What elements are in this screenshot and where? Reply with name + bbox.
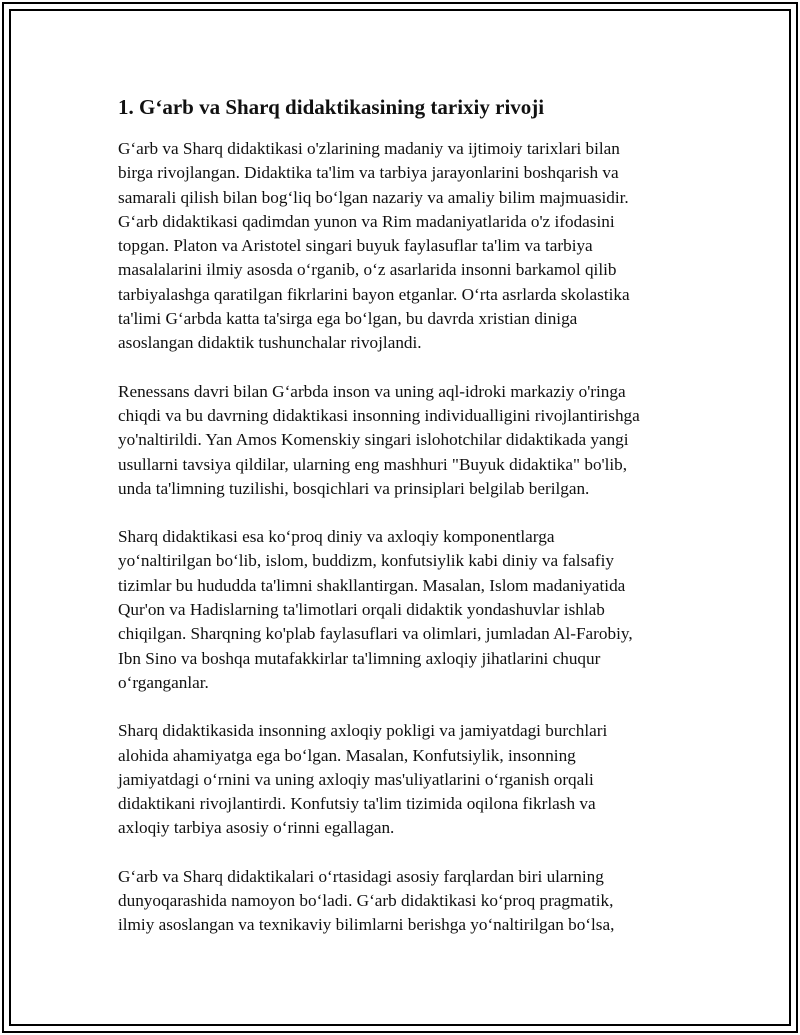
text-line: ta'limi G‘arbda katta ta'sirga ega bo‘lgan, bu davrda xristian diniga	[118, 309, 578, 329]
text-line: asoslangan didaktik tushunchalar rivojlandi.	[118, 333, 422, 353]
text-line: dunyoqarashida namoyon bo‘ladi. G‘arb didaktikasi ko‘proq pragmatik,	[118, 891, 614, 911]
text-line: jamiyatdagi o‘rnini va uning axloqiy mas'uliyatlarini o‘rganish orqali	[118, 769, 594, 789]
text-line: ilmiy asoslangan va texnikaviy bilimlarni berishga yo‘naltirilgan bo‘lsa,	[118, 915, 615, 935]
text-line: unda ta'limning tuzilishi, bosqichlari va prinsiplari belgilab berilgan.	[118, 478, 590, 498]
text-line: chiqilgan. Sharqning ko'plab faylasuflari va olimlari, jumladan Al-Farobiy,	[118, 624, 633, 644]
document-body	[118, 93, 678, 962]
text-line: yo'naltirildi. Yan Amos Komenskiy singari islohotchilar didaktikada yangi	[118, 430, 629, 450]
text-line: Sharq didaktikasida insonning axloqiy pokligi va jamiyatdagi burchlari	[118, 721, 608, 741]
text-line: axloqiy tarbiya asosiy o‘rinni egallagan.	[118, 818, 395, 838]
text-line: tarbiyalashga qaratilgan fikrlarini bayon etganlar. O‘rta asrlarda skolastika	[118, 284, 630, 304]
text-line: Sharq didaktikasi esa ko‘proq diniy va axloqiy komponentlarga	[118, 527, 555, 547]
text-line: chiqdi va bu davrning didaktikasi insonning individualligini rivojlantirishga	[118, 405, 640, 425]
text-line: Ibn Sino va boshqa mutafakkirlar ta'limning axloqiy jihatlarini chuqur	[118, 648, 601, 668]
paragraph-list	[118, 137, 678, 938]
text-line: alohida ahamiyatga ega bo‘lgan. Masalan, Konfutsiylik, insonning	[118, 745, 576, 765]
text-line: G‘arb va Sharq didaktikasi o'zlarining madaniy va ijtimoiy tarixlari bilan	[118, 139, 620, 158]
section-heading: 1. G‘arb va Sharq didaktikasining tarixiy rivoji	[118, 95, 545, 119]
paragraph	[118, 137, 678, 356]
text-line: masalalarini ilmiy asosda o‘rganib, o‘z asarlarida insonni barkamol qilib	[118, 260, 617, 280]
paragraph	[118, 525, 678, 695]
text-line: didaktikani rivojlantirdi. Konfutsiy ta'lim tizimida oqilona fikrlash va	[118, 794, 596, 814]
paragraph	[118, 380, 678, 501]
text-line: samarali qilish bilan bog‘liq bo‘lgan nazariy va amaliy bilim majmuasidir.	[118, 187, 629, 207]
text-line: G‘arb va Sharq didaktikalari o‘rtasidagi asosiy farqlardan biri ularning	[118, 866, 604, 886]
text-line: G‘arb didaktikasi qadimdan yunon va Rim madaniyatlarida o'z ifodasini	[118, 211, 615, 231]
paragraph	[118, 865, 678, 938]
text-line: tizimlar bu hududda ta'limni shakllantirgan. Masalan, Islom madaniyatida	[118, 575, 626, 595]
text-line: birga rivojlangan. Didaktika ta'lim va tarbiya jarayonlarini boshqarish va	[118, 163, 619, 183]
text-line: o‘rganganlar.	[118, 672, 209, 692]
text-line: usullarni tavsiya qildilar, ularning eng mashhuri "Buyuk didaktika" bo'lib,	[118, 454, 628, 474]
paragraph	[118, 719, 678, 840]
text-line: Renessans davri bilan G‘arbda inson va uning aql-idroki markaziy o'ringa	[118, 381, 626, 401]
text-line: topgan. Platon va Aristotel singari buyuk faylasuflar ta'lim va tarbiya	[118, 236, 593, 256]
text-line: yo‘naltirilgan bo‘lib, islom, buddizm, konfutsiylik kabi diniy va falsafiy	[118, 551, 614, 571]
text-line: Qur'on va Hadislarning ta'limotlari orqali didaktik yondashuvlar ishlab	[118, 600, 605, 620]
